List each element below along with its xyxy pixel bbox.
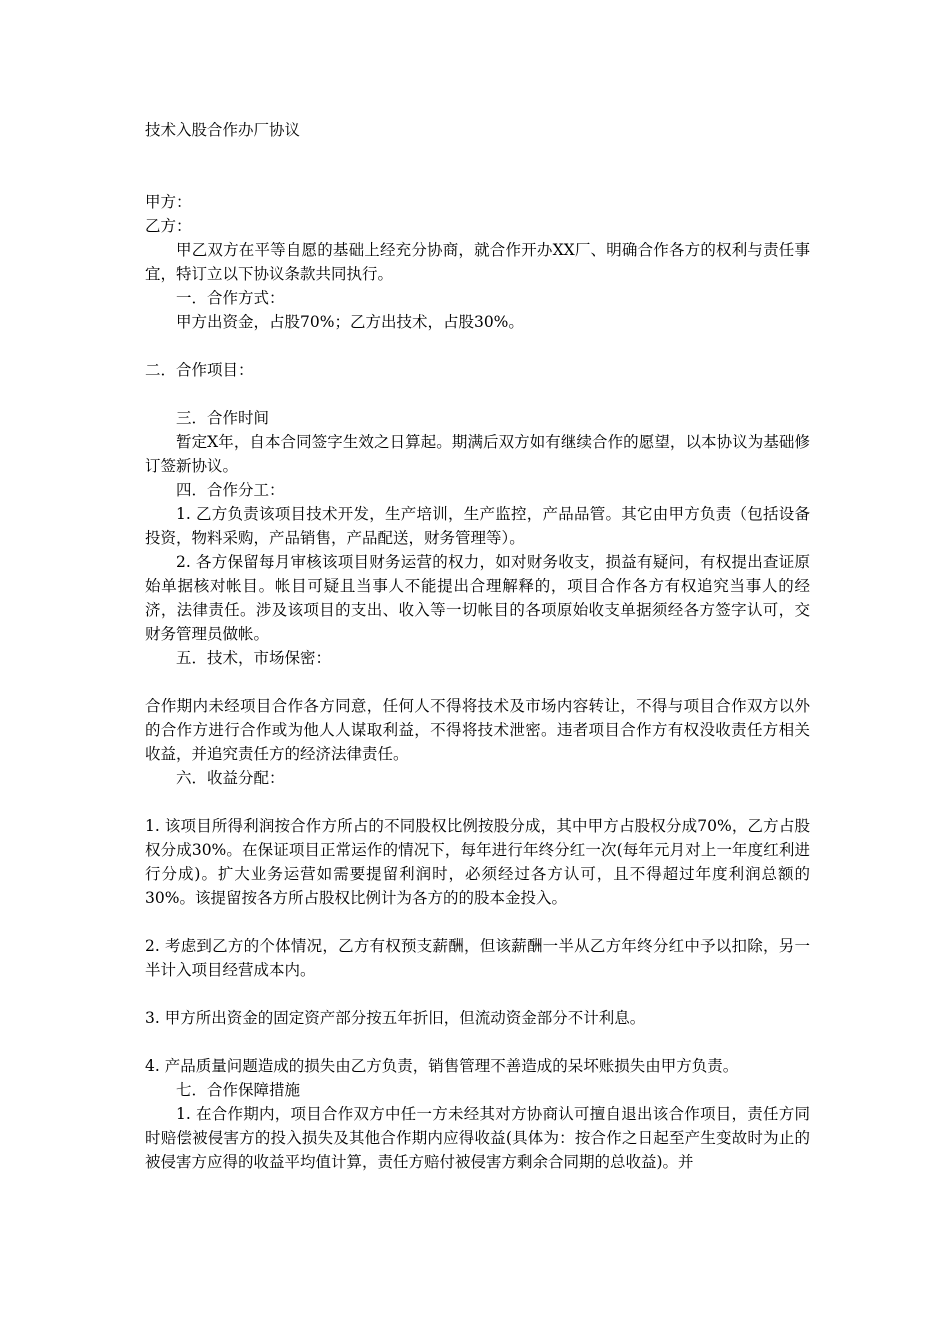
section-2-heading: 二．合作项目： (145, 361, 254, 379)
blank-line (145, 670, 810, 694)
blank-line (145, 790, 810, 814)
section-3-heading: 三．合作时间 (176, 409, 270, 427)
section-1-heading: 一．合作方式： (176, 289, 285, 307)
party-a-line: 甲方： (145, 193, 192, 211)
document-title: 技术入股合作办厂协议 (145, 121, 301, 139)
intro-paragraph: 甲乙双方在平等自愿的基础上经充分协商，就合作开办XX厂、明确合作各方的权利与责任事宜，特订立以下协议条款共同执行。 (145, 241, 810, 283)
document-body (145, 190, 810, 1174)
blank-line (145, 982, 810, 1006)
party-b-line: 乙方： (145, 217, 192, 235)
section-4-item-1: 1. 乙方负责该项目技术开发，生产培训，生产监控，产品品管。其它由甲方负责（包括设备投资，物料采购，产品销售，产品配送，财务管理等）。 (145, 505, 810, 547)
section-6-item-4: 4. 产品质量问题造成的损失由乙方负责，销售管理不善造成的呆坏账损失由甲方负责。 (145, 1057, 739, 1075)
blank-line (145, 382, 810, 406)
blank-line (145, 334, 810, 358)
section-5-heading: 五．技术，市场保密： (176, 649, 332, 667)
section-5-text: 合作期内未经项目合作各方同意，任何人不得将技术及市场内容转让，不得与项目合作双方以外的合作方进行合作或为他人人谋取利益，不得将技术泄密。违者项目合作方有权没收责任方相关收益，并追究责任方的经济法律责任。 (145, 697, 810, 763)
blank-line (145, 1030, 810, 1054)
section-7-item-1: 1. 在合作期内，项目合作双方中任一方未经其对方协商认可擅自退出该合作项目，责任方同时赔偿被侵害方的投入损失及其他合作期内应得收益(具体为：按合作之日起至产生变故时为止的被侵害方应得的收益平均值计算，责任方赔付被侵害方剩余合同期的总收益)。并 (145, 1105, 810, 1171)
section-6-item-3: 3. 甲方所出资金的固定资产部分按五年折旧，但流动资金部分不计利息。 (145, 1009, 646, 1027)
section-6-heading: 六．收益分配： (176, 769, 285, 787)
section-6-item-1: 1. 该项目所得利润按合作方所占的不同股权比例按股分成，其中甲方占股权分成70%，乙方占股权分成30%。在保证项目正常运作的情况下，每年进行年终分红一次(每年元月对上一年度红利进行分成)。扩大业务运营如需要提留利润时，必须经过各方认可，且不得超过年度利润总额的30%。该提留按各方所占股权比例计为各方的的股本金投入。 (145, 817, 810, 907)
section-6-item-2: 2. 考虑到乙方的个体情况，乙方有权预支薪酬，但该薪酬一半从乙方年终分红中予以扣除，另一半计入项目经营成本内。 (145, 937, 810, 979)
section-1-text: 甲方出资金，占股70%；乙方出技术，占股30%。 (176, 313, 524, 331)
section-4-heading: 四．合作分工： (176, 481, 285, 499)
section-3-text: 暂定X年，自本合同签字生效之日算起。期满后双方如有继续合作的愿望，以本协议为基础修订签新协议。 (145, 433, 810, 475)
blank-line (145, 910, 810, 934)
section-4-item-2: 2. 各方保留每月审核该项目财务运营的权力，如对财务收支，损益有疑问，有权提出查证原始单据核对帐目。帐目可疑且当事人不能提出合理解释的，项目合作各方有权追究当事人的经济，法律责任。涉及该项目的支出、收入等一切帐目的各项原始收支单据须经各方签字认可，交财务管理员做帐。 (145, 553, 810, 643)
section-7-heading: 七．合作保障措施 (176, 1081, 301, 1099)
